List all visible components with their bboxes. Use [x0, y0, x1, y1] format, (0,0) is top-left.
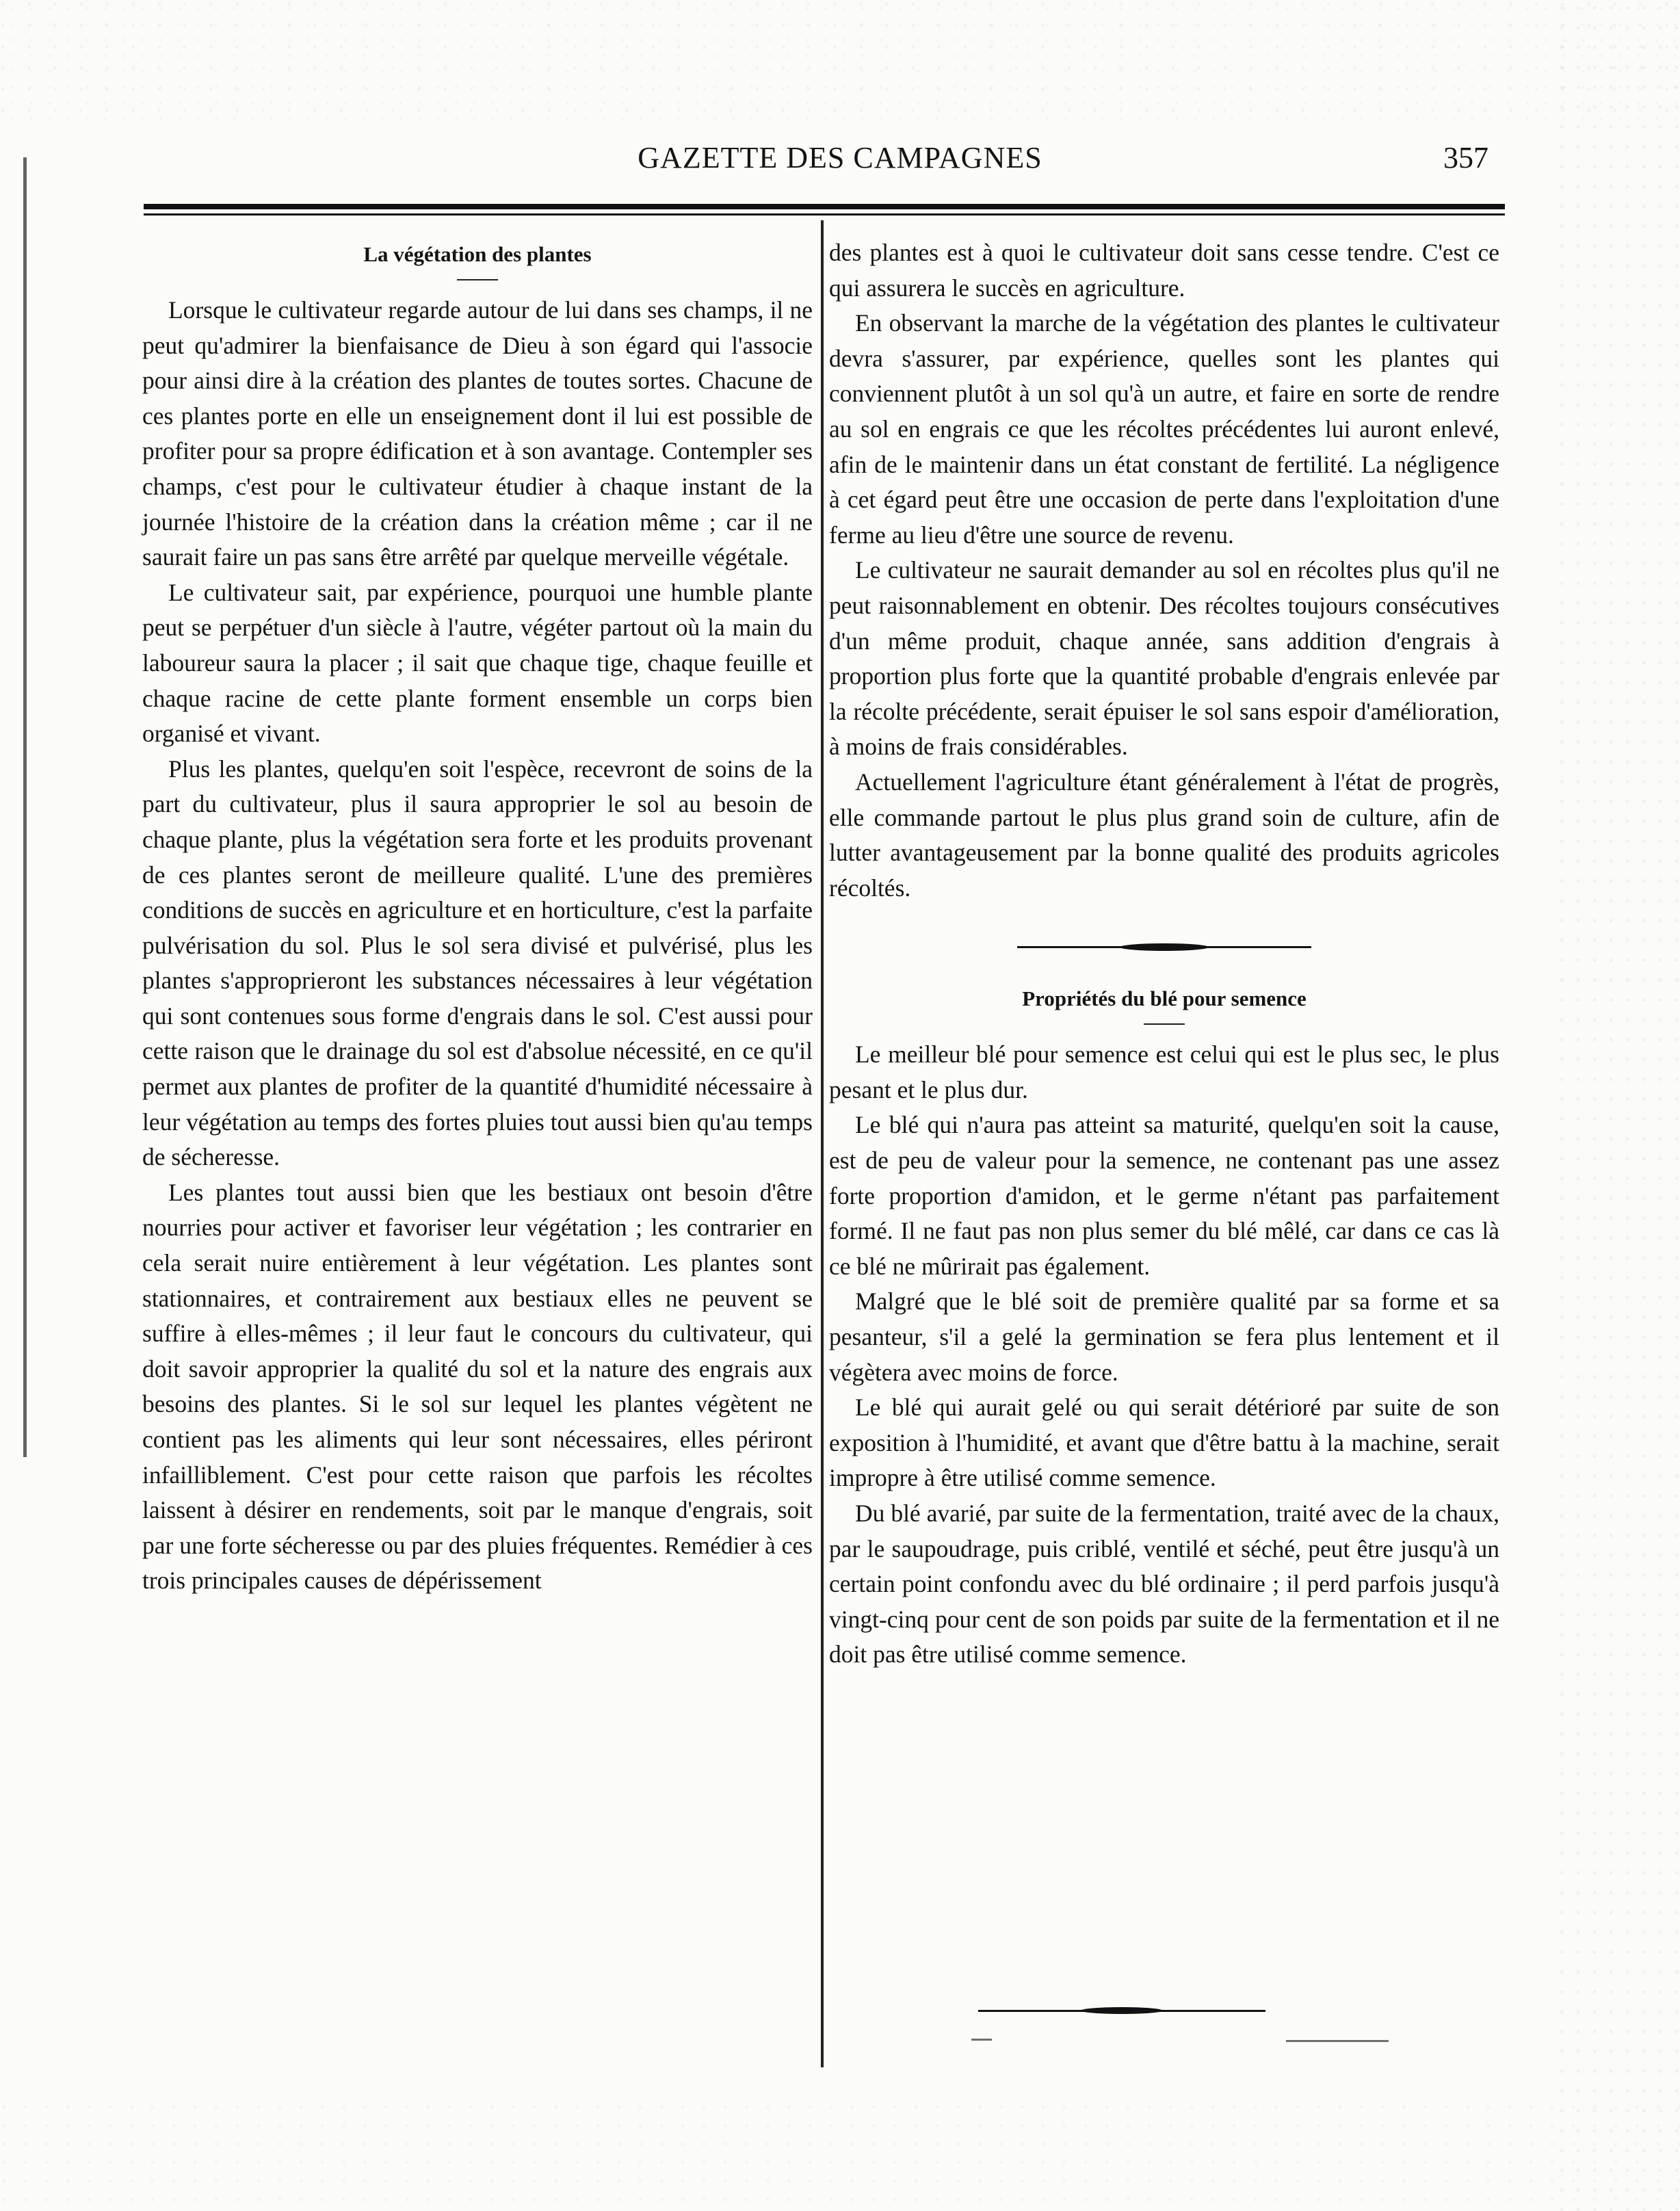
paragraph: Actuellement l'agriculture étant généralement à l'état de progrès, elle commande partout le plus plus grand soin de culture, afin de lutter avantageusement par la bonne qualité des produits agricoles récoltés. [829, 768, 1499, 902]
paragraph: Le meilleur blé pour semence est celui qui est le plus sec, le plus pesant et le plus dur. [829, 1041, 1499, 1103]
ornament-swell [1081, 2007, 1163, 2014]
paragraph: En observant la marche de la végétation des plantes le cultivateur devra s'assurer, par expérience, quelles sont les plantes qui conviennent plutôt à un sol qu'à un autre, et faire en sorte de rendre au sol en engrais ce que les récoltes précédentes lui auront enlevé, afin de le maintenir dans un état constant de fertilité. La négligence à cet égard peut être une occasion de perte dans l'exploitation d'une ferme au lieu d'être une source de revenu. [829, 309, 1499, 549]
title-dash [1144, 1023, 1185, 1025]
paragraph: Le cultivateur ne saurait demander au sol en récoltes plus qu'il ne peut raisonnablement en obtenir. Des récoltes toujours consécutives d'un même produit, chaque année, sans addition d'engrais à proportion plus forte que la quantité probable d'engrais enlevée par la récolte précédente, serait épuiser le sol sans espoir d'amélioration, à moins de frais considérables. [829, 556, 1499, 761]
header-rule-thick [144, 204, 1505, 209]
scan-noise-top [0, 0, 1680, 130]
article-title-vegetation: La végétation des plantes [363, 242, 592, 266]
end-ornament [978, 2004, 1265, 2018]
left-column [142, 235, 813, 1599]
ornament-swell [1120, 943, 1209, 951]
right-column [829, 235, 1499, 1673]
paragraph: Le blé qui n'aura pas atteint sa maturité, quelqu'en soit la cause, est de peu de valeur pour la semence, ne contenant pas une assez forte proportion d'amidon, et le germe n'étant pas parfaitement formé. Il ne faut pas non plus semer du blé mêlé, car dans ce cas là ce blé ne mûrirait pas également. [829, 1111, 1499, 1280]
title-dash [457, 279, 498, 280]
stray-mark [971, 2039, 992, 2041]
paragraph: Le cultivateur sait, par expérience, pourquoi une humble plante peut se perpétuer d'un siècle à l'autre, végéter partout où la main du laboureur saura la placer ; il sait que chaque tige, chaque feuille et chaque racine de cette plante forment ensemble un corps bien organisé et vivant. [142, 578, 813, 748]
column-divider [821, 220, 824, 2067]
article-title-ble: Propriétés du blé pour semence [1022, 986, 1307, 1011]
paragraph: Les plantes tout aussi bien que les bestiaux ont besoin d'être nourries pour activer et favoriser leur végétation ; les contrarier en cela serait nuire entièrement à leur végétation. Les plantes sont stationnaires, et contrairement aux bestiaux elles ne peuvent se suffire à elles-mêmes ; il leur faut le concours du cultivateur, qui doit savoir approprier la qualité du sol et la nature des engrais aux besoins des plantes. Si le sol sur lequel les plantes végètent ne contient pas les aliments qui leur sont nécessaires, elles périront infailliblement. C'est pour cette raison que parfois les récoltes laissent à désirer en rendements, soit par le manque d'engrais, soit par une forte sécheresse ou par des pluies fréquentes. Remédier à ces trois principales causes de dépérissement [142, 1178, 813, 1595]
paragraph: Le blé qui aurait gelé ou qui serait détérioré par suite de son exposition à l'humidité, et avant que d'être battu à la machine, serait impropre à être utilisé comme semence. [829, 1394, 1499, 1492]
paragraph: Lorsque le cultivateur regarde autour de lui dans ses champs, il ne peut qu'admirer la bienfaisance de Dieu à son égard qui l'associe pour ainsi dire à la création des plantes de toutes sortes. Chacune de ces plantes porte en elle un enseignement dont il lui est possible de profiter pour sa propre édification et à son avantage. Contempler ses champs, c'est pour le cultivateur étudier à chaque instant de la journée l'histoire de la création dans la création même ; car il ne saurait faire un pas sans être arrêté par quelque merveille végétale. [142, 296, 813, 571]
stray-mark [1286, 2040, 1389, 2042]
header-rule-thin [144, 213, 1505, 215]
paragraph: Du blé avarié, par suite de la fermentation, traité avec de la chaux, par le saupoudrage, puis criblé, ventilé et séché, peut être jusqu'à un certain point confondu avec du blé ordinaire ; il perd parfois jusqu'à vingt-cinq pour cent de son poids par suite de la fermentation et il ne doit pas être utilisé comme semence. [829, 1500, 1499, 1669]
masthead-title: GAZETTE DES CAMPAGNES [638, 141, 1042, 174]
continued-paragraph: des plantes est à quoi le cultivateur doit sans cesse tendre. C'est ce qui assurera le succès en agriculture. [829, 239, 1499, 302]
section-ornament [1017, 937, 1311, 958]
paragraph: Malgré que le blé soit de première qualité par sa forme et sa pesanteur, s'il a gelé la germination se fera plus lentement et il végètera avec moins de force. [829, 1287, 1499, 1386]
scan-noise-bottom [0, 2102, 1680, 2211]
scan-noise-right [1557, 0, 1680, 2211]
paragraph: Plus les plantes, quelqu'en soit l'espèce, recevront de soins de la part du cultivateur, plus il saura approprier le sol au besoin de chaque plante, plus la végétation sera forte et les produits provenant de ces plantes seront de meilleure qualité. L'une des premières conditions de succès en agriculture et en horticulture, c'est la parfaite pulvérisation du sol. Plus le sol sera divisé et pulvérisé, plus les plantes s'approprieront les substances nécessaires à leur végétation qui sont contenues sous forme d'engrais dans le sol. C'est aussi pour cette raison que le drainage du sol est d'absolue nécessité, en ce qu'il permet aux plantes de profiter de la quantité d'humidité nécessaire à leur végétation au temps des fortes pluies tout aussi bien qu'au temps de sécheresse. [142, 755, 813, 1171]
page-number: 357 [1443, 141, 1488, 174]
binding-edge [23, 157, 27, 1457]
